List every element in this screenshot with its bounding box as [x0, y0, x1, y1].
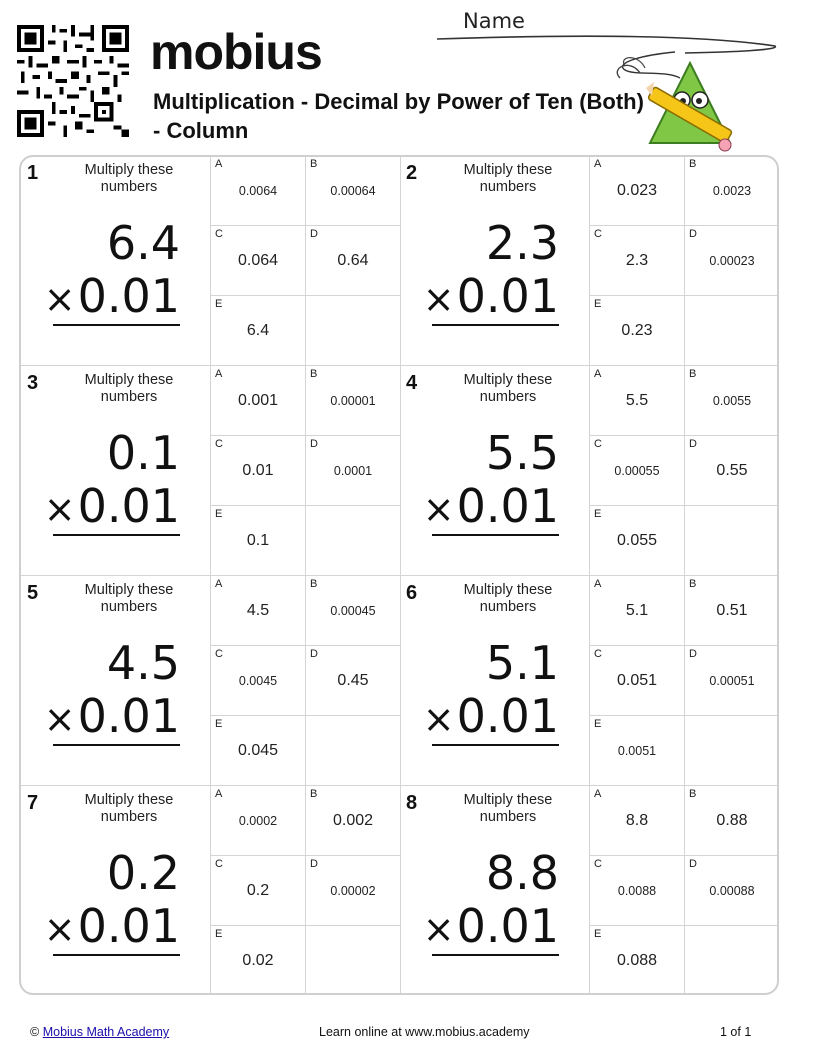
answer-rule — [53, 954, 180, 956]
option-d[interactable] — [685, 436, 779, 506]
multiplier-row — [423, 689, 559, 746]
problem-6 — [400, 576, 779, 786]
option-e[interactable] — [211, 926, 306, 995]
footer-page-number: 1 of 1 — [720, 1025, 752, 1039]
option-b[interactable] — [306, 366, 401, 436]
option-a[interactable] — [590, 576, 685, 646]
option-letter: C — [594, 648, 602, 660]
option-letter: D — [689, 858, 697, 870]
option-value: 0.45 — [337, 672, 369, 689]
multiplicand: 5.5 — [485, 426, 559, 480]
option-letter: C — [215, 858, 223, 870]
times-icon: × — [43, 697, 76, 741]
option-value: 0.00023 — [709, 254, 755, 268]
problem-grid — [19, 155, 779, 995]
option-value: 0.051 — [616, 672, 658, 689]
instruction-text: Multiply these numbers — [84, 792, 174, 825]
option-e[interactable] — [590, 926, 685, 995]
answer-rule — [432, 954, 559, 956]
option-value: 6.4 — [246, 322, 270, 339]
times-icon: × — [422, 277, 455, 321]
option-letter: A — [215, 788, 223, 800]
option-value: 0.064 — [237, 252, 279, 269]
question-panel — [400, 576, 590, 786]
option-e[interactable] — [590, 506, 685, 576]
option-letter: B — [689, 788, 697, 800]
question-panel — [21, 366, 211, 576]
option-e[interactable] — [211, 506, 306, 576]
option-value: 0.1 — [246, 532, 270, 549]
question-panel — [21, 156, 211, 366]
multiplier: 0.01 — [77, 689, 180, 743]
option-letter: D — [689, 648, 697, 660]
option-b[interactable] — [685, 366, 779, 436]
multiplier-row — [44, 689, 180, 746]
option-letter: A — [215, 158, 223, 170]
option-letter: E — [215, 298, 223, 310]
problem-1 — [21, 156, 401, 366]
multiplicand: 6.4 — [106, 216, 180, 270]
name-label: Name — [463, 9, 525, 33]
option-value: 0.00002 — [330, 884, 376, 898]
problem-number: 8 — [406, 792, 418, 814]
times-icon: × — [43, 277, 76, 321]
option-letter: E — [215, 928, 223, 940]
option-letter: A — [594, 368, 602, 380]
question-panel — [400, 156, 590, 366]
option-c[interactable] — [590, 436, 685, 506]
option-c[interactable] — [211, 226, 306, 296]
option-value: 0.0001 — [333, 464, 373, 478]
times-icon: × — [422, 907, 455, 951]
footer-copyright — [30, 1025, 169, 1039]
empty-cell — [306, 506, 401, 576]
option-value: 0.88 — [716, 812, 748, 829]
copyright-symbol: © — [30, 1025, 40, 1039]
option-letter: D — [310, 228, 318, 240]
problem-7 — [21, 786, 401, 995]
pencil-mascot-icon — [610, 48, 740, 158]
option-letter: E — [215, 718, 223, 730]
problem-8 — [400, 786, 779, 995]
multiplier-row — [44, 899, 180, 956]
option-letter: A — [594, 578, 602, 590]
option-c[interactable] — [590, 856, 685, 926]
option-value: 0.023 — [616, 182, 658, 199]
option-c[interactable] — [590, 226, 685, 296]
option-letter: B — [310, 788, 318, 800]
option-b[interactable] — [685, 576, 779, 646]
answer-rule — [432, 534, 559, 536]
option-value: 0.64 — [337, 252, 369, 269]
option-letter: B — [689, 158, 697, 170]
option-letter: E — [594, 928, 602, 940]
option-letter: B — [310, 368, 318, 380]
option-letter: D — [689, 228, 697, 240]
option-b[interactable] — [306, 576, 401, 646]
option-value: 0.00064 — [330, 184, 376, 198]
option-letter: B — [689, 368, 697, 380]
option-e[interactable] — [590, 296, 685, 366]
empty-cell — [685, 926, 779, 995]
option-d[interactable] — [685, 856, 779, 926]
instruction-text: Multiply these numbers — [463, 372, 553, 405]
option-letter: A — [594, 788, 602, 800]
empty-cell — [306, 296, 401, 366]
mobius-logo: mobius — [150, 24, 322, 80]
option-value: 0.00051 — [709, 674, 755, 688]
multiplicand: 5.1 — [485, 636, 559, 690]
option-letter: A — [215, 368, 223, 380]
empty-cell — [685, 296, 779, 366]
multiplicand: 8.8 — [485, 846, 559, 900]
option-b[interactable] — [685, 156, 779, 226]
option-letter: E — [594, 298, 602, 310]
option-value: 0.01 — [242, 462, 274, 479]
option-d[interactable] — [685, 646, 779, 716]
option-e[interactable] — [590, 716, 685, 786]
option-value: 0.055 — [616, 532, 658, 549]
option-value: 0.045 — [237, 742, 279, 759]
option-value: 0.00001 — [330, 394, 376, 408]
question-panel — [400, 366, 590, 576]
option-a[interactable] — [590, 366, 685, 436]
instruction-text: Multiply these numbers — [463, 162, 553, 195]
option-value: 0.23 — [621, 322, 653, 339]
option-letter: D — [310, 858, 318, 870]
answer-rule — [53, 744, 180, 746]
question-panel — [21, 786, 211, 995]
option-value: 4.5 — [246, 602, 270, 619]
option-letter: D — [689, 438, 697, 450]
times-icon: × — [43, 907, 76, 951]
option-c[interactable] — [590, 646, 685, 716]
instruction-text: Multiply these numbers — [463, 582, 553, 615]
multiplicand: 0.1 — [106, 426, 180, 480]
problem-number: 3 — [27, 372, 39, 394]
option-value: 0.00088 — [709, 884, 755, 898]
option-value: 0.02 — [242, 952, 274, 969]
times-icon: × — [43, 487, 76, 531]
option-letter: A — [594, 158, 602, 170]
option-value: 0.0055 — [712, 394, 752, 408]
option-c[interactable] — [211, 646, 306, 716]
option-value: 0.088 — [616, 952, 658, 969]
instruction-text: Multiply these numbers — [84, 582, 174, 615]
empty-cell — [685, 716, 779, 786]
option-value: 2.3 — [625, 252, 649, 269]
option-letter: C — [594, 228, 602, 240]
problem-number: 1 — [27, 162, 39, 184]
answer-rule — [53, 534, 180, 536]
option-letter: C — [215, 228, 223, 240]
academy-link[interactable]: Mobius Math Academy — [42, 1025, 170, 1039]
option-value: 0.00055 — [614, 464, 660, 478]
option-value: 0.0002 — [238, 814, 278, 828]
option-letter: A — [215, 578, 223, 590]
option-letter: B — [689, 578, 697, 590]
multiplier-row — [44, 479, 180, 536]
problem-number: 7 — [27, 792, 39, 814]
problem-5 — [21, 576, 401, 786]
multiplier: 0.01 — [77, 899, 180, 953]
option-value: 0.0023 — [712, 184, 752, 198]
option-value: 0.001 — [237, 392, 279, 409]
multiplier-row — [423, 269, 559, 326]
times-icon: × — [422, 697, 455, 741]
option-value: 0.51 — [716, 602, 748, 619]
problem-4 — [400, 366, 779, 576]
option-d[interactable] — [685, 226, 779, 296]
option-d[interactable] — [306, 646, 401, 716]
option-letter: D — [310, 648, 318, 660]
multiplier: 0.01 — [456, 689, 559, 743]
multiplier-row — [423, 899, 559, 956]
problem-2 — [400, 156, 779, 366]
answer-rule — [432, 324, 559, 326]
multiplicand: 2.3 — [485, 216, 559, 270]
option-letter: E — [594, 718, 602, 730]
empty-cell — [306, 926, 401, 995]
answer-rule — [432, 744, 559, 746]
option-a[interactable] — [211, 576, 306, 646]
qr-code — [16, 25, 130, 137]
option-value: 0.00045 — [330, 604, 376, 618]
option-value: 0.2 — [246, 882, 270, 899]
option-value: 5.1 — [625, 602, 649, 619]
option-e[interactable] — [211, 296, 306, 366]
answer-rule — [53, 324, 180, 326]
option-b[interactable] — [685, 786, 779, 856]
option-b[interactable] — [306, 786, 401, 856]
option-c[interactable] — [211, 856, 306, 926]
footer-learn-online: Learn online at www.mobius.academy — [319, 1025, 530, 1039]
option-letter: D — [310, 438, 318, 450]
option-letter: C — [594, 858, 602, 870]
option-letter: E — [594, 508, 602, 520]
instruction-text: Multiply these numbers — [463, 792, 553, 825]
option-c[interactable] — [211, 436, 306, 506]
option-letter: C — [215, 438, 223, 450]
option-value: 5.5 — [625, 392, 649, 409]
option-letter: B — [310, 578, 318, 590]
multiplier-row — [423, 479, 559, 536]
option-letter: E — [215, 508, 223, 520]
option-value: 0.0051 — [617, 744, 657, 758]
problem-number: 5 — [27, 582, 39, 604]
problem-3 — [21, 366, 401, 576]
empty-cell — [306, 716, 401, 786]
option-letter: C — [594, 438, 602, 450]
multiplier: 0.01 — [456, 269, 559, 323]
option-letter: C — [215, 648, 223, 660]
option-value: 0.002 — [332, 812, 374, 829]
empty-cell — [685, 506, 779, 576]
option-d[interactable] — [306, 226, 401, 296]
multiplier: 0.01 — [456, 899, 559, 953]
multiplier: 0.01 — [77, 269, 180, 323]
option-value: 0.0088 — [617, 884, 657, 898]
option-value: 0.0064 — [238, 184, 278, 198]
question-panel — [21, 576, 211, 786]
multiplicand: 0.2 — [106, 846, 180, 900]
option-a[interactable] — [590, 786, 685, 856]
option-a[interactable] — [211, 156, 306, 226]
multiplier: 0.01 — [456, 479, 559, 533]
question-panel — [400, 786, 590, 995]
problem-number: 2 — [406, 162, 418, 184]
instruction-text: Multiply these numbers — [84, 162, 174, 195]
option-d[interactable] — [306, 436, 401, 506]
option-a[interactable] — [211, 366, 306, 436]
problem-number: 6 — [406, 582, 418, 604]
option-b[interactable] — [306, 156, 401, 226]
times-icon: × — [422, 487, 455, 531]
option-value: 0.0045 — [238, 674, 278, 688]
multiplicand: 4.5 — [106, 636, 180, 690]
option-d[interactable] — [306, 856, 401, 926]
problem-number: 4 — [406, 372, 418, 394]
option-value: 0.55 — [716, 462, 748, 479]
option-e[interactable] — [211, 716, 306, 786]
multiplier: 0.01 — [77, 479, 180, 533]
instruction-text: Multiply these numbers — [84, 372, 174, 405]
multiplier-row — [44, 269, 180, 326]
option-letter: B — [310, 158, 318, 170]
option-a[interactable] — [211, 786, 306, 856]
option-value: 8.8 — [625, 812, 649, 829]
worksheet-title: Multiplication - Decimal by Power of Ten (Both) - Column — [153, 89, 644, 143]
option-a[interactable] — [590, 156, 685, 226]
